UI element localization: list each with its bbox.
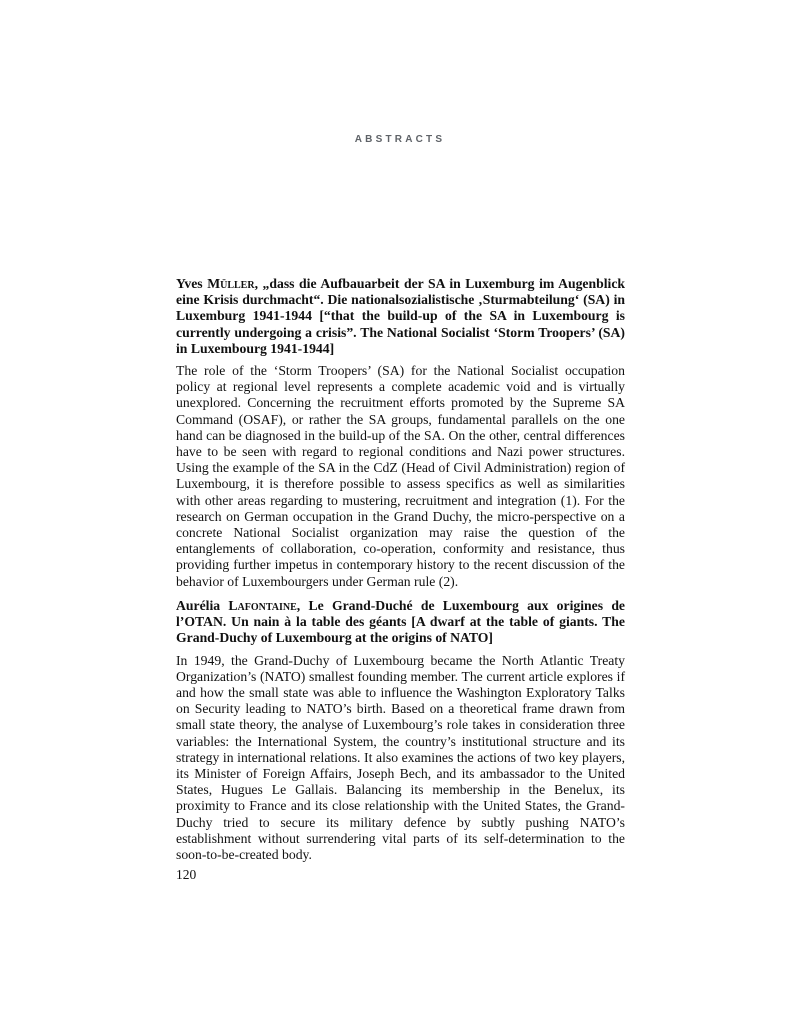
abstract-text: The role of the ‘Storm Troopers’ (SA) for the National Socialist occupation policy at regional level represents a complete academic void and is virtually unexplored. Concerning the recruitment efforts promoted by the Supreme SA Command (OSAF), or rather the SA groups, fundamental parallels on the one hand can be diagnosed in the build-up of the SA. On the other, central differences have to be seen with regard to regional conditions and Nazi power structures. Using the example of the SA in the CdZ (Head of Civil Administration) region of Luxembourg, it is therefore possible to assess specifics as well as similarities with other areas regarding to mustering, recruitment and integration (1). For the research on German occupation in the Grand Duchy, the micro-perspective on a concrete National Socialist organization may raise the question of the entanglements of collaboration, co-operation, conformity and resistance, thus providing further impetus in contemporary history to the recent discussion of the behavior of Luxembourgers under German rule (2). — [176, 363, 625, 589]
page-number: 120 — [176, 867, 197, 882]
author-first-name: Yves — [176, 276, 203, 291]
author-first-name: Aurélia — [176, 598, 221, 613]
author-last-name: Müller — [207, 276, 255, 291]
article-lafontaine — [176, 598, 625, 863]
article-muller — [176, 276, 625, 590]
author-last-name: Lafontaine — [228, 598, 297, 613]
title-text: , Le Grand-Duché de Luxembourg aux origines de l’OTAN. Un nain à la table des géants [A dwarf at the table of giants. The Grand-Duchy of Luxembourg at the origins of NATO] — [176, 598, 626, 646]
title-text: , „dass die Aufbauarbeit der SA in Luxemburg im Augenblick eine Krisis durchmacht“. Die nationalsozialistische ‚Sturmabteilung‘ (SA) in Luxemburg 1941-1944 [“that the build-up of the SA in Luxembourg is currently undergoing a crisis”. The National Socialist ‘Storm Troopers’ (SA) in Luxembourg 1941-1944] — [176, 276, 626, 356]
abstract-text: In 1949, the Grand-Duchy of Luxembourg became the North Atlantic Treaty Organization’s (NATO) smallest founding member. The current article explores if and how the small state was able to influence the Washington Exploratory Talks on Security leading to NATO’s birth. Based on a theoretical frame drawn from small state theory, the analyse of Luxembourg’s role takes in consideration three variables: the International System, the country’s institutional structure and its strategy in international relations. It also examines the actions of two key players, its Minister of Foreign Affairs, Joseph Bech, and its ambassador to the United States, Hugues Le Gallais. Balancing its membership in the Benelux, its proximity to France and its close relationship with the United States, the Grand-Duchy tried to secure its military defence by subtly pushing NATO’s establishment without surrendering vital parts of its self-determination to the soon-to-be-created body. — [176, 652, 625, 863]
running-header: ABSTRACTS — [354, 134, 446, 145]
article-title — [176, 276, 625, 357]
article-title — [176, 598, 625, 647]
